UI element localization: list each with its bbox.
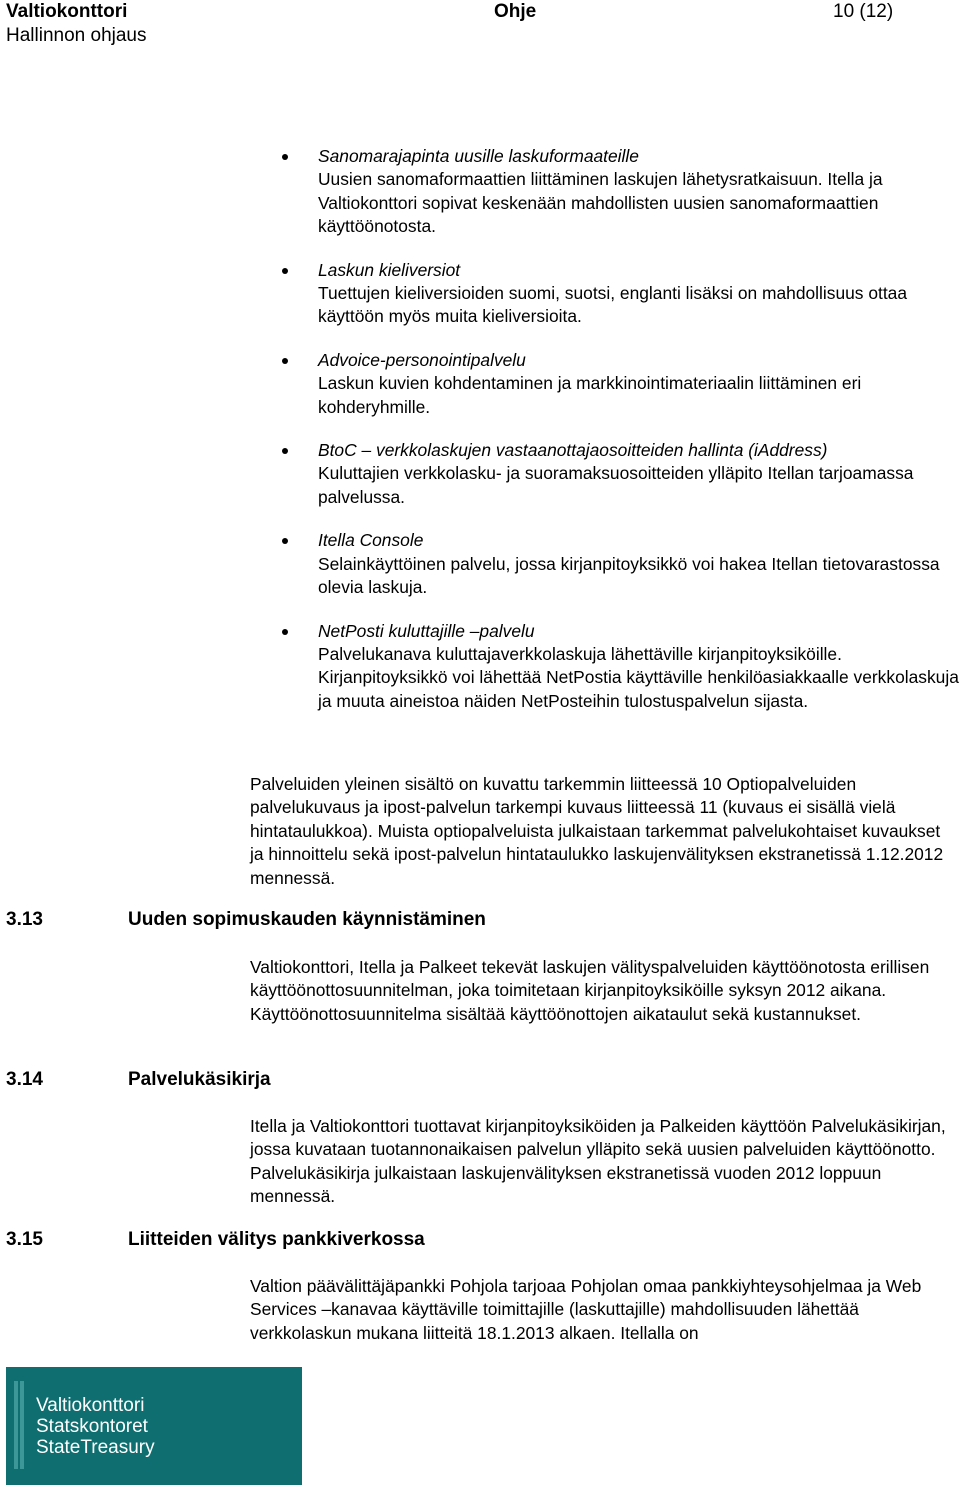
list-item-title: NetPosti kuluttajille –palvelu	[318, 620, 535, 641]
section-number: 3.13	[6, 909, 43, 930]
section-title: Liitteiden välitys pankkiverkossa	[128, 1229, 425, 1250]
bullet-icon	[282, 154, 288, 160]
valtiokonttori-logo	[6, 1367, 302, 1485]
list-item	[278, 259, 960, 329]
list-item-title: BtoC – verkkolaskujen vastaanottajaosoitteiden hallinta (iAddress)	[318, 440, 828, 461]
section-number: 3.15	[6, 1229, 43, 1250]
list-item-text: Selainkäyttöinen palvelu, jossa kirjanpitoyksikkö voi hakea Itellan tietovarastossa olevia laskuja.	[318, 553, 940, 598]
section-text-3-15: Valtion päävälittäjäpankki Pohjola tarjoaa Pohjolan omaa pankkiyhteysohjelmaa ja Web Services –kanavaa käyttäville toimittajille (laskuttajille) mahdollisuuden lähettää verkkolaskun mukana liitteitä 18.1.2013 alkaen. Itellalla on	[250, 1276, 922, 1343]
list-item-text: Kuluttajien verkkolasku- ja suoramaksuosoitteiden ylläpito Itellan tarjoamassa palvelussa.	[318, 463, 914, 507]
list-item	[278, 145, 960, 239]
section-heading-3-15	[6, 1229, 425, 1251]
logo-line: StateTreasury	[36, 1437, 155, 1458]
list-item-title: Laskun kieliversiot	[318, 259, 461, 280]
list-item-text: Tuettujen kieliversioiden suomi, suotsi, englanti lisäksi on mahdollisuus ottaa käyttöön myös muita kieliversioita.	[318, 283, 908, 327]
bullet-icon	[282, 629, 288, 635]
list-item-text: Uusien sanomaformaattien liittäminen laskujen lähetysratkaisuun. Itella ja Valtiokonttori sopivat keskenään mahdollisten uusien sanomaformaattien käyttöönotosta.	[318, 169, 883, 237]
list-item-text: Palvelukanava kuluttajaverkkolaskuja lähettäville kirjanpitoyksiköille. Kirjanpitoyksikkö voi lähettää NetPostia käyttäville henkilöasiakkaalle verkkolaskuja ja muuta aineistoa näiden NetPosteihin tulostuspalvelun sijasta.	[318, 643, 959, 711]
list-item-text: Laskun kuvien kohdentaminen ja markkinointimateriaalin liittäminen eri kohderyhmille.	[318, 373, 862, 417]
section-title: Palvelukäsikirja	[128, 1069, 271, 1090]
section-heading-3-14	[6, 1069, 271, 1091]
logo-line: Statskontoret	[36, 1416, 148, 1437]
logo-mark-icon	[14, 1381, 28, 1469]
section-heading-3-13	[6, 909, 486, 931]
page-header-left	[6, 0, 147, 48]
logo-text	[36, 1395, 155, 1458]
services-paragraph: Palveluiden yleinen sisältö on kuvattu tarkemmin liitteessä 10 Optiopalveluiden palvelukuvaus ja ipost-palvelun tarkempi kuvaus liitteessä 11 (kuvaus ei sisällä vielä hintataulukkoa). Muista optiopalveluista julkaistaan tarkemmat palvelukohtaiset kuvaukset ja hinnoittelu sekä ipost-palvelun hintataulukko laskujenvälityksen ekstranetissä 1.12.2012 mennessä.	[250, 774, 944, 888]
section-text-3-14: Itella ja Valtiokonttori tuottavat kirjanpitoyksiköiden ja Palkeiden käyttöön Palvelukäsikirjan, jossa kuvataan tuotannonaikaisen palvelun ylläpito sekä uusien palveluiden käyttöönotto. Palvelukäsikirja julkaistaan laskujenvälityksen ekstranetissä vuoden 2012 loppuun mennessä.	[250, 1116, 946, 1207]
org-name: Valtiokonttori	[6, 1, 128, 22]
list-item-title: Advoice-personointipalvelu	[318, 349, 526, 370]
doc-type: Ohje	[494, 1, 537, 22]
bullet-icon	[282, 358, 288, 364]
list-item-title: Sanomarajapinta uusille laskuformaateille	[318, 146, 639, 166]
list-item	[278, 439, 960, 509]
list-item	[278, 529, 960, 599]
bullet-icon	[282, 268, 288, 274]
list-item	[278, 349, 960, 419]
page-number: 10 (12)	[833, 1, 894, 22]
bullet-icon	[282, 538, 288, 544]
option-services-list	[278, 145, 960, 733]
list-item	[278, 620, 960, 714]
section-title: Uuden sopimuskauden käynnistäminen	[128, 909, 486, 930]
bullet-icon	[282, 448, 288, 454]
list-item-title: Itella Console	[318, 530, 424, 551]
section-text-3-13: Valtiokonttori, Itella ja Palkeet tekevät laskujen välityspalveluiden käyttöönotosta erillisen käyttöönottosuunnitelman, joka toimitetaan kirjanpitoyksiköille syksyn 2012 aikana. Käyttöönottosuunnitelma sisältää käyttöönottojen aikataulut sekä kustannukset.	[250, 957, 930, 1024]
unit-name: Hallinnon ohjaus	[6, 25, 147, 46]
logo-line: Valtiokonttori	[36, 1395, 145, 1416]
section-number: 3.14	[6, 1069, 43, 1090]
